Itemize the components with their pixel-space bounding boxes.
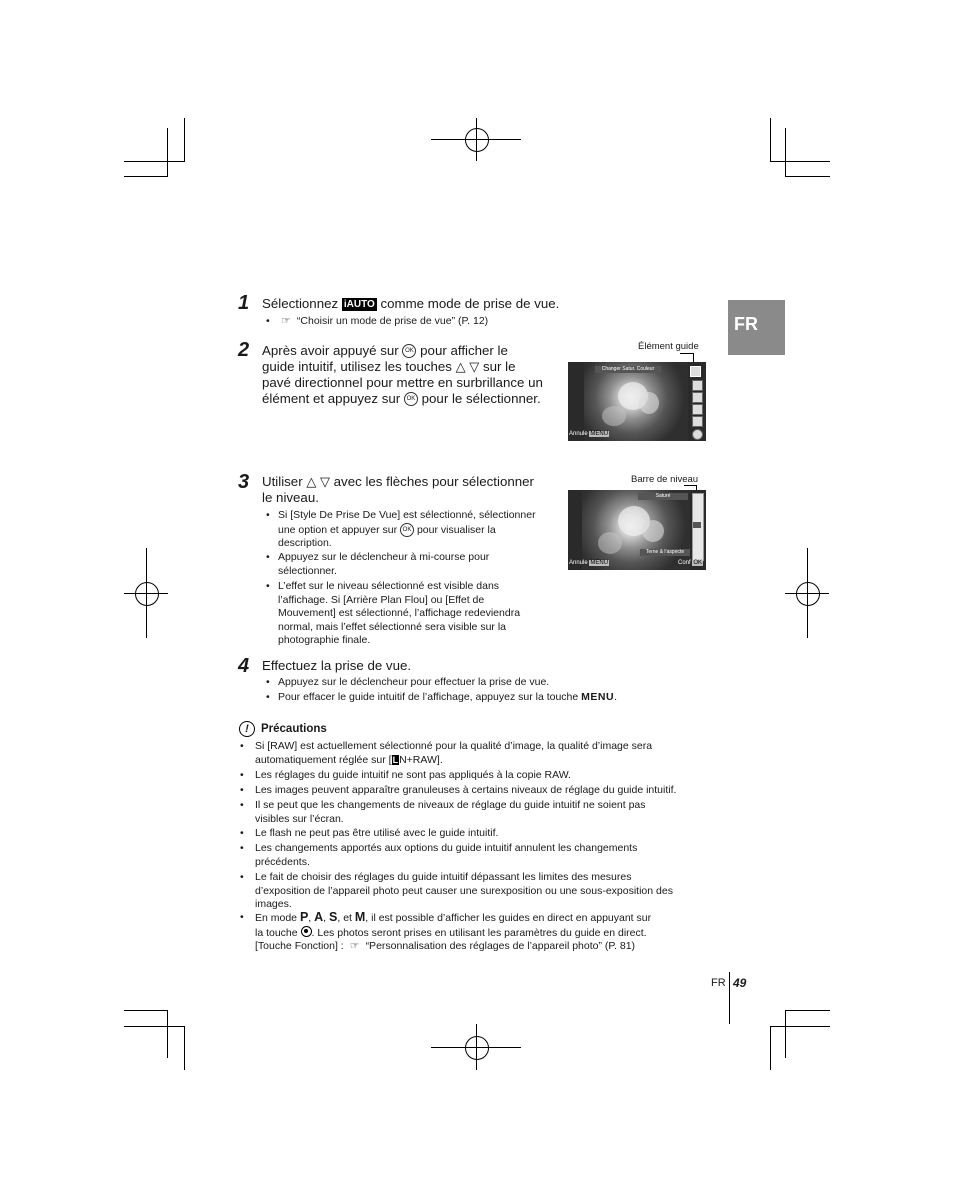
list-item: • Le fait de choisir des réglages du guide intuitif dépassant les limites des mesures d’exposition de l’appareil photo peut causer une surexposition ou une sous-exposition des images. bbox=[240, 871, 673, 910]
crop-mark bbox=[770, 1026, 771, 1070]
cancel-label: Annule MENU bbox=[569, 431, 609, 437]
camera-screen-guide bbox=[568, 362, 706, 441]
page-number: 49 bbox=[733, 976, 747, 990]
flower-photo bbox=[584, 362, 688, 441]
caution-icon: ! bbox=[239, 721, 255, 737]
mode-s: S bbox=[329, 910, 338, 924]
step-3-text: Utiliser △ ▽ avec les flèches pour sélectionner le niveau. bbox=[262, 474, 534, 505]
step-number: 3 bbox=[238, 471, 250, 493]
guide-item-icon bbox=[692, 380, 703, 391]
footer-lang: FR bbox=[711, 977, 726, 989]
ok-button-icon: OK bbox=[402, 344, 416, 358]
caption-pointer bbox=[684, 485, 697, 486]
reference-hand-icon: ☞ bbox=[349, 940, 360, 952]
list-item: • Le flash ne peut pas être utilisé avec le guide intuitif. bbox=[240, 827, 499, 839]
list-item: • En mode P, A, S, et M, il est possible d’afficher les guides en direct en appuyant sur la touche . Les photos seront prises en utilisant les paramètres du guide en direct. [Touche Fonction] : ☞ “Personnalisation des réglages de l’appareil photo” (P. 81) bbox=[240, 910, 652, 952]
list-item: • Pour effacer le guide intuitif de l’affichage, appuyez sur la touche MENU. bbox=[266, 691, 617, 703]
crop-mark bbox=[770, 161, 830, 162]
guide-banner: Changer Satur. Couleur bbox=[595, 366, 661, 373]
mode-m: M bbox=[354, 910, 366, 924]
cancel-label: Annule MENU bbox=[569, 560, 609, 566]
large-size-icon: L bbox=[392, 754, 399, 765]
guide-item-icon bbox=[690, 366, 701, 377]
step-1-text: Sélectionnez iAUTO comme mode de prise de vue. bbox=[262, 296, 560, 311]
crop-mark bbox=[785, 176, 830, 177]
list-item: • Si [RAW] est actuellement sélectionné pour la qualité d’image, la qualité d’image sera automatiquement réglée sur [LN+RAW]. bbox=[240, 740, 653, 766]
crop-mark bbox=[184, 118, 185, 161]
menu-key: MENU bbox=[581, 691, 615, 703]
level-bar-marker bbox=[693, 522, 701, 528]
mode-p: P bbox=[299, 910, 309, 924]
list-item: • L’effet sur le niveau sélectionné est visible dans l’affichage. Si [Arrière Plan Flou] ou [Effet de Mouvement] est sélectionné, l’affichage redeviendra normal, mais l’effet sélectionné sera visible sur la photographie finale. bbox=[266, 580, 521, 646]
list-item: • Il se peut que les changements de niveaux de réglage du guide intuitif ne soient pas visibles sur l’écran. bbox=[240, 799, 646, 825]
level-top-label: Saturé bbox=[638, 493, 688, 500]
guide-item-icon bbox=[692, 392, 703, 403]
crop-mark bbox=[770, 1026, 830, 1027]
up-down-arrows-icon: △ ▽ bbox=[306, 474, 330, 489]
precautions-title: Précautions bbox=[261, 723, 327, 735]
step-4-title: Effectuez la prise de vue. bbox=[262, 658, 412, 673]
crop-mark bbox=[785, 1010, 830, 1011]
reference-hand-icon: ☞ bbox=[281, 315, 291, 327]
guide-item-icon bbox=[692, 404, 703, 415]
list-item: • Appuyez sur le déclencheur à mi-course pour sélectionner. bbox=[266, 551, 490, 577]
language-tab bbox=[728, 300, 785, 355]
crop-mark bbox=[124, 1026, 185, 1027]
step-number: 1 bbox=[238, 292, 250, 314]
crop-mark bbox=[124, 1010, 167, 1011]
target-button-icon bbox=[301, 926, 312, 937]
list-item: • Si [Style De Prise De Vue] est sélectionné, sélectionner une option et appuyer sur OK pour visualiser la description. bbox=[266, 509, 536, 549]
footer-divider bbox=[729, 972, 730, 1024]
level-bottom-label: Terne & l’aspecte bbox=[640, 549, 690, 556]
screen-caption: Barre de niveau bbox=[631, 474, 699, 485]
crop-mark bbox=[770, 118, 771, 161]
ok-button-icon: OK bbox=[404, 392, 418, 406]
list-item: • Les réglages du guide intuitif ne sont pas appliqués à la copie RAW. bbox=[240, 769, 571, 781]
help-icon bbox=[692, 429, 703, 440]
flower-photo bbox=[582, 490, 690, 570]
list-item: • Les images peuvent apparaître granuleuses à certains niveaux de réglage du guide intuitif. bbox=[240, 784, 677, 796]
iauto-icon: iAUTO bbox=[343, 299, 375, 310]
list-item: • Les changements apportés aux options du guide intuitif annulent les changements précédents. bbox=[240, 842, 638, 868]
crop-mark bbox=[124, 161, 185, 162]
crop-mark bbox=[124, 176, 167, 177]
up-down-arrows-icon: △ ▽ bbox=[455, 359, 480, 374]
screen-caption: Élément guide bbox=[638, 341, 699, 352]
list-item: • Appuyez sur le déclencheur pour effectuer la prise de vue. bbox=[266, 676, 550, 688]
mode-a: A bbox=[314, 910, 324, 924]
language-tab-label: FR bbox=[734, 314, 758, 334]
step-number: 2 bbox=[238, 339, 250, 361]
camera-screen-level bbox=[568, 490, 706, 570]
crop-mark bbox=[785, 1010, 786, 1058]
ok-button-icon: OK bbox=[400, 523, 414, 537]
crop-mark bbox=[184, 1026, 185, 1070]
confirm-label: Conf OK bbox=[678, 560, 703, 566]
crop-mark bbox=[785, 128, 786, 177]
crop-mark bbox=[167, 1010, 168, 1058]
step-number: 4 bbox=[238, 655, 250, 677]
step-2-text: Après avoir appuyé sur OK pour afficher le guide intuitif, utilisez les touches △ ▽ sur le pavé directionnel pour mettre en surbrillance un élément et appuyez sur OK pour le sélectionner. bbox=[262, 343, 543, 406]
caption-pointer bbox=[680, 353, 694, 354]
crop-mark bbox=[167, 128, 168, 177]
guide-item-icon bbox=[692, 416, 703, 427]
